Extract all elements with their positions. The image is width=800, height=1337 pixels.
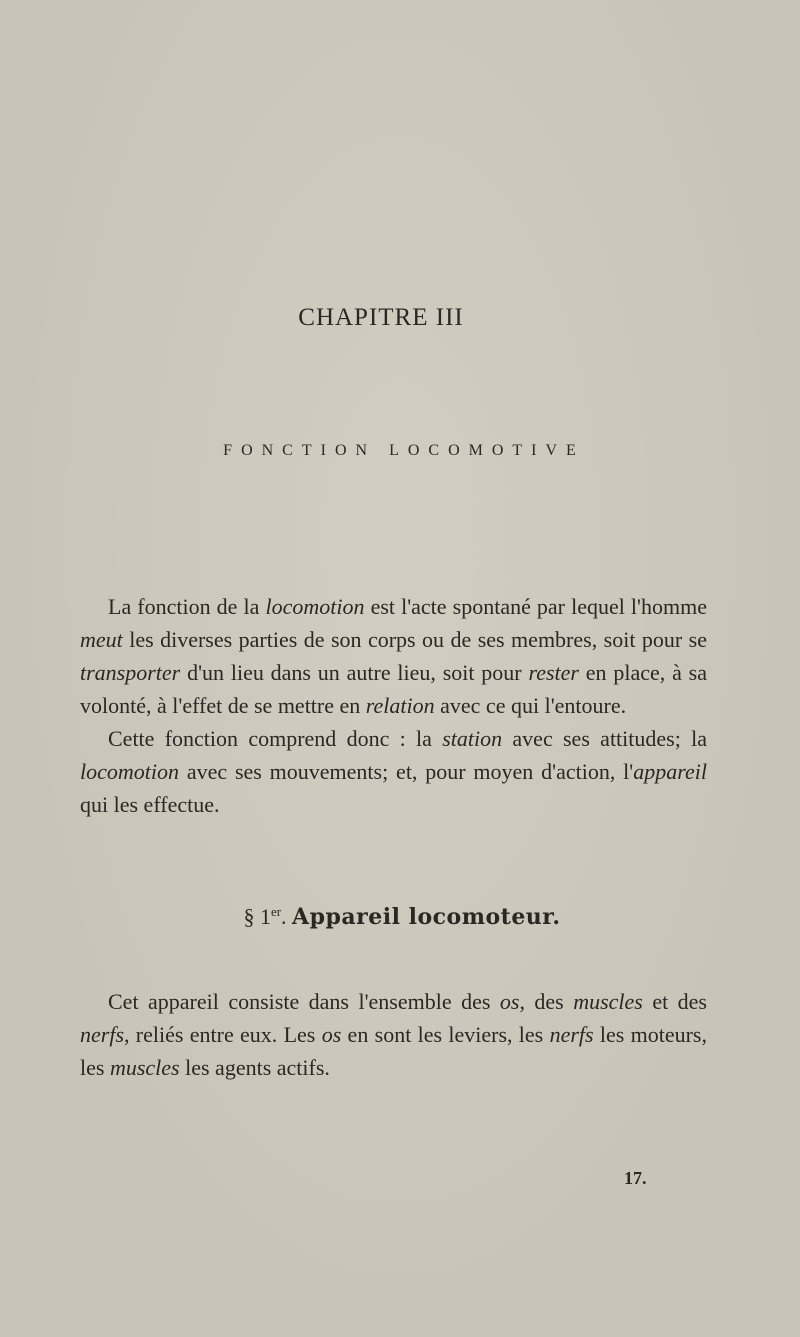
paragraph-scope bbox=[80, 722, 707, 821]
subsection-heading bbox=[0, 904, 800, 930]
subsection-title: Appareil locomoteur. bbox=[292, 904, 561, 930]
paragraph-definition bbox=[80, 590, 707, 722]
text-run: en sont les leviers, les bbox=[341, 1022, 550, 1047]
text-run: qui les effectue. bbox=[80, 792, 220, 817]
subsection-number: 1 bbox=[259, 904, 271, 929]
text-run: , reliés entre eux. Les bbox=[124, 1022, 322, 1047]
section-heading: FONCTION LOCOMOTIVE bbox=[223, 442, 585, 459]
text-run: Cet appareil consiste dans l'ensemble des bbox=[108, 989, 500, 1014]
text-run: avec ses attitudes; la bbox=[502, 726, 707, 751]
subsection-separator: . bbox=[281, 904, 287, 929]
text-run: les diverses parties de son corps ou de ses membres, soit pour se bbox=[122, 627, 707, 652]
text-run: les agents actifs. bbox=[179, 1055, 330, 1080]
italic-term: rester bbox=[528, 660, 579, 685]
italic-term: appareil bbox=[633, 759, 707, 784]
subsection-ordinal: er bbox=[270, 904, 282, 919]
text-run: en place, à sa volonté, à l'effet de se mettre en bbox=[80, 660, 707, 718]
body-text-block bbox=[80, 985, 707, 1084]
italic-term: nerfs bbox=[549, 1022, 594, 1047]
text-run: d'un lieu dans un autre lieu, soit pour bbox=[180, 660, 529, 685]
page-number: 17. bbox=[624, 1168, 647, 1188]
italic-term: os bbox=[499, 989, 520, 1014]
italic-term: muscles bbox=[109, 1055, 180, 1080]
text-run: , des bbox=[519, 989, 574, 1014]
italic-term: relation bbox=[365, 693, 435, 718]
text-run: avec ce qui l'entoure. bbox=[434, 693, 627, 718]
chapter-title: CHAPITRE III bbox=[298, 304, 464, 331]
text-run: avec ses mouvements; et, pour moyen d'action, l' bbox=[179, 759, 634, 784]
text-run: les moteurs, les bbox=[80, 1022, 707, 1080]
italic-term: locomotion bbox=[80, 759, 179, 784]
text-run: La fonction de la bbox=[108, 594, 266, 619]
text-run: est l'acte spontané par lequel l'homme bbox=[364, 594, 707, 619]
italic-term: station bbox=[442, 726, 503, 751]
section-symbol: § bbox=[243, 904, 255, 929]
italic-term: transporter bbox=[80, 660, 181, 685]
italic-term: nerfs bbox=[80, 1022, 124, 1047]
text-run: Cette fonction comprend donc : la bbox=[108, 726, 443, 751]
italic-term: muscles bbox=[573, 989, 643, 1014]
italic-term: locomotion bbox=[265, 594, 365, 619]
text-run: et des bbox=[642, 989, 707, 1014]
body-text-block bbox=[80, 590, 707, 821]
italic-term: meut bbox=[80, 627, 123, 652]
paragraph-apparatus bbox=[80, 985, 707, 1084]
italic-term: os bbox=[321, 1022, 342, 1047]
